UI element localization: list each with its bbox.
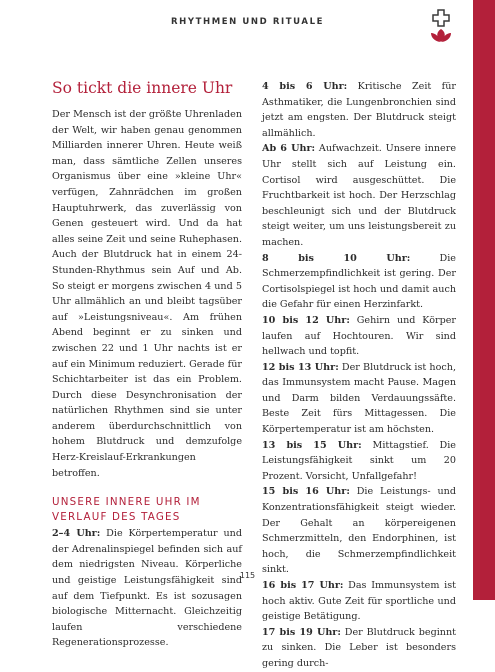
time-description: Kritische Zeit für Asthmatiker, die Lungenbronchien sind jetzt am engsten. Der Blutdruck steigt allmählich. — [262, 81, 456, 139]
cross-and-lotus-icon — [428, 8, 454, 44]
left-column — [52, 79, 242, 651]
intro-paragraph: Der Mensch ist der größte Uhrenladen der Welt, wir haben genau genommen Milliarden innerer Uhren. Heute weiß man, dass sämtliche Zellen unseres Organismus über eine »kleine Uhr« verfügen, Zahnrädchen im großen Hauptuhrwerk, das zuverlässig von Genen gesteuert wird. Und da hat alles seine Zeit und seine Ruhephasen. Auch der Blutdruck hat in einem 24-Stunden-Rhythmus sein Auf und Ab. So steigt er morgens zwischen 4 und 5 Uhr allmählich an und bleibt tagsüber auf »Leistungsniveau«. Am frühen Abend beginnt er zu sinken und zwischen 22 und 1 Uhr nachts ist er auf ein Minimum reduziert. Gerade für Schichtarbeiter ist das ein Problem. Durch diese Desynchronisation der natürlichen Rhythmen sind sie unter anderem überdurchschnittlich von hohem Blutdruck und demzufolge Herz-Kreislauf-Erkrankungen betroffen. — [52, 109, 242, 479]
time-description: Das Immunsystem ist hoch aktiv. Gute Zeit für sportliche und geistige Betätigung. — [262, 580, 456, 623]
article-title: So tickt die innere Uhr — [52, 79, 233, 97]
time-entry — [262, 625, 456, 672]
time-entry — [262, 141, 456, 250]
entries-right — [262, 79, 456, 672]
entries-left — [52, 526, 242, 651]
running-header: RHYTHMEN UND RITUALE — [170, 17, 325, 27]
time-label: 13 bis 15 Uhr: — [262, 439, 362, 451]
time-label: 8 bis 10 Uhr: — [262, 252, 411, 264]
time-entry — [262, 79, 456, 141]
time-entry — [262, 484, 456, 578]
time-entry — [262, 251, 456, 313]
time-description: Die Körpertemperatur und der Adrenalinspiegel befinden sich auf dem niedrigsten Niveau. Körperliche und geistige Leistungsfähigkeit sind auf dem Tiefpunkt. Es ist sozusagen biologische Mitternacht. Gleichzeitig laufen verschiedene Regenerationsprozesse. — [52, 528, 242, 649]
time-description: Der Blutdruck beginnt zu sinken. Die Leber ist besonders gering durch- — [262, 626, 456, 669]
time-description: Die Leistungs- und Konzentrationsfähigkeit steigt wieder. Der Gehalt an körpereigenen Schmerzmitteln, den Endorphinen, ist hoch, die Schmerzempfindlichkeit sinkt. — [262, 486, 456, 576]
time-entry — [52, 526, 242, 651]
page-number: 115 — [239, 571, 256, 580]
time-label: Ab 6 Uhr: — [262, 143, 316, 155]
section-subheading: UNSERE INNERE UHR IM VERLAUF DES TAGES — [52, 496, 201, 523]
time-label: 17 bis 19 Uhr: — [262, 626, 341, 638]
time-label: 16 bis 17 Uhr: — [262, 580, 344, 591]
time-label: 4 bis 6 Uhr: — [262, 81, 348, 92]
time-entry — [262, 360, 456, 438]
time-description: Der Blutdruck ist hoch, das Immunsystem macht Pause. Magen und Darm bilden Verdauungssäfte. Beste Zeit fürs Mittagessen. Die Körpertemperatur ist am höchsten. — [262, 361, 456, 436]
time-label: 2–4 Uhr: — [52, 528, 101, 540]
time-entry — [262, 578, 456, 625]
time-label: 15 bis 16 Uhr: — [262, 486, 350, 498]
time-description: Gehirn und Körper laufen auf Hochtouren. Wir sind hellwach und topfit. — [262, 314, 456, 358]
right-column — [262, 79, 456, 672]
time-label: 12 bis 13 Uhr: — [262, 361, 339, 373]
time-description: Die Schmerzempfindlichkeit ist gering. Der Cortisolspiegel ist hoch und damit auch die Gefahr für einen Herzinfarkt. — [262, 252, 456, 311]
time-description: Mittagstief. Die Leistungsfähigkeit sinkt um 20 Prozent. Vorsicht, Unfallgefahr! — [262, 439, 456, 482]
time-description: Aufwachzeit. Unsere innere Uhr stellt sich auf Leistung ein. Cortisol wird ausgeschüttet. Die Fruchtbarkeit ist hoch. Der Herzschlag beschleunigt sich und der Blutdruck steigt weiter, um uns leistungsbereit zu machen. — [262, 143, 456, 248]
time-entry — [262, 313, 456, 360]
accent-edge-bar — [473, 0, 495, 600]
time-entry — [262, 438, 456, 485]
time-label: 10 bis 12 Uhr: — [262, 314, 350, 326]
